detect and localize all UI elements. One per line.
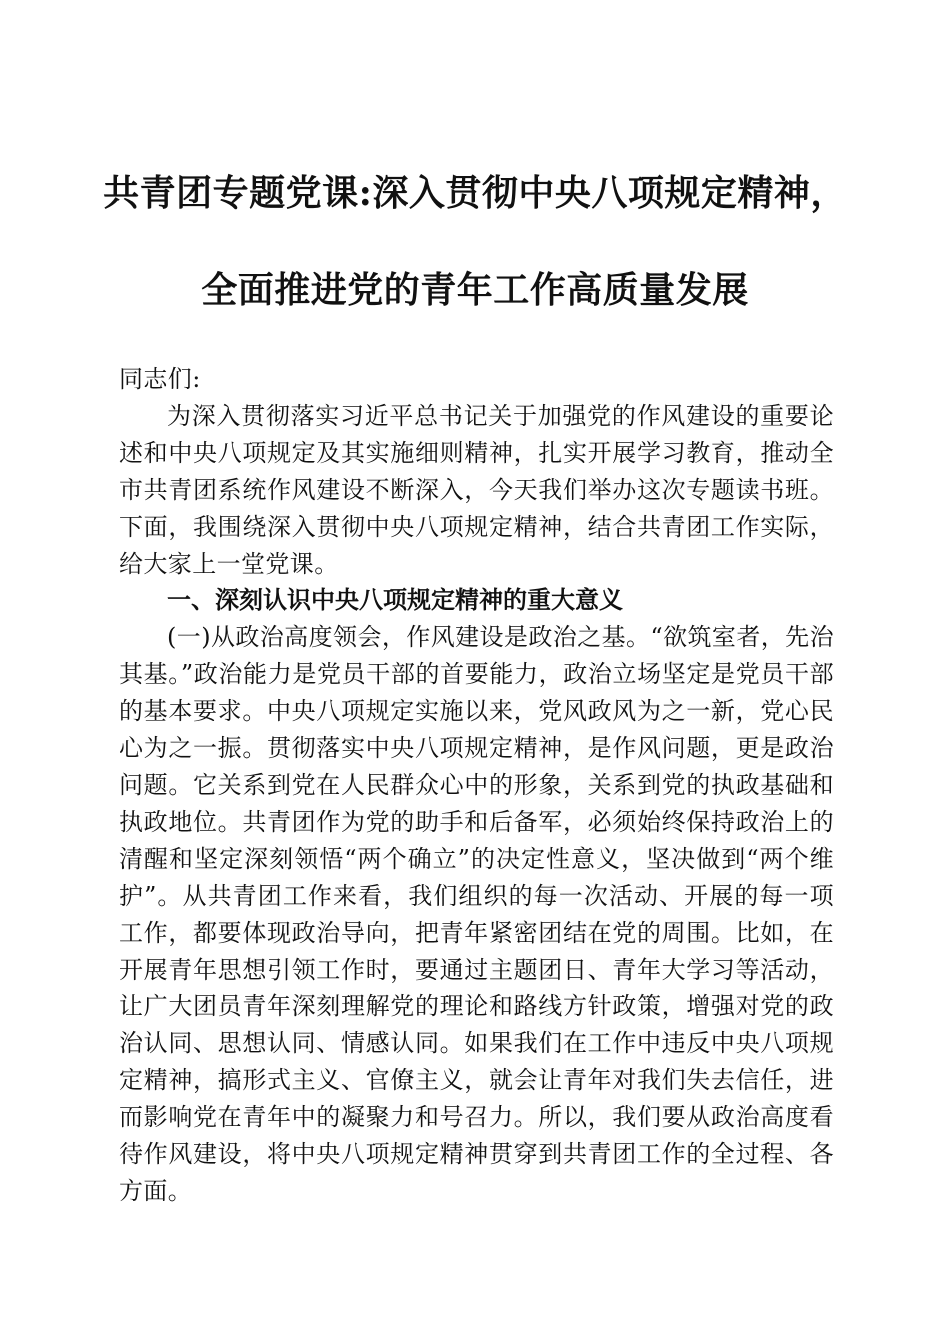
section-heading: 一、深刻认识中央八项规定精神的重大意义 xyxy=(167,586,623,615)
title-line-1: 共青团专题党课:深入贯彻中央八项规定精神， xyxy=(103,172,847,214)
title-line-2: 全面推进党的青年工作高质量发展 xyxy=(201,269,749,311)
document-body xyxy=(119,361,834,1210)
intro-paragraph: 为深入贯彻落实习近平总书记关于加强党的作风建设的重要论述和中央八项规定及其实施细则精神，扎实开展学习教育，推动全市共青团系统作风建设不断深入，今天我们举办这次专题读书班。下面，我围绕深入贯彻中央八项规定精神，结合共青团工作实际，给大家上一堂党课。 xyxy=(119,401,834,578)
section-paragraph: (一)从政治高度领会，作风建设是政治之基。“欲筑室者，先治其基。”政治能力是党员干部的首要能力，政治立场坚定是党员干部的基本要求。中央八项规定实施以来，党风政风为之一新，党心民心为之一振。贯彻落实中央八项规定精神，是作风问题，更是政治问题。它关系到党在人民群众心中的形象，关系到党的执政基础和执政地位。共青团作为党的助手和后备军，必须始终保持政治上的清醒和坚定深刻领悟“两个确立”的决定性意义，坚决做到“两个维护”。从共青团工作来看，我们组织的每一次活动、开展的每一项工作，都要体现政治导向，把青年紧密团结在党的周围。比如，在开展青年思想引领工作时，要通过主题团日、青年大学习等活动，让广大团员青年深刻理解党的理论和路线方针政策，增强对党的政治认同、思想认同、情感认同。如果我们在工作中违反中央八项规定精神，搞形式主义、官僚主义，就会让青年对我们失去信任，进而影响党在青年中的凝聚力和号召力。所以，我们要从政治高度看待作风建设，将中央八项规定精神贯穿到共青团工作的全过程、各方面。 xyxy=(119,623,834,1205)
salutation: 同志们: xyxy=(119,365,201,393)
